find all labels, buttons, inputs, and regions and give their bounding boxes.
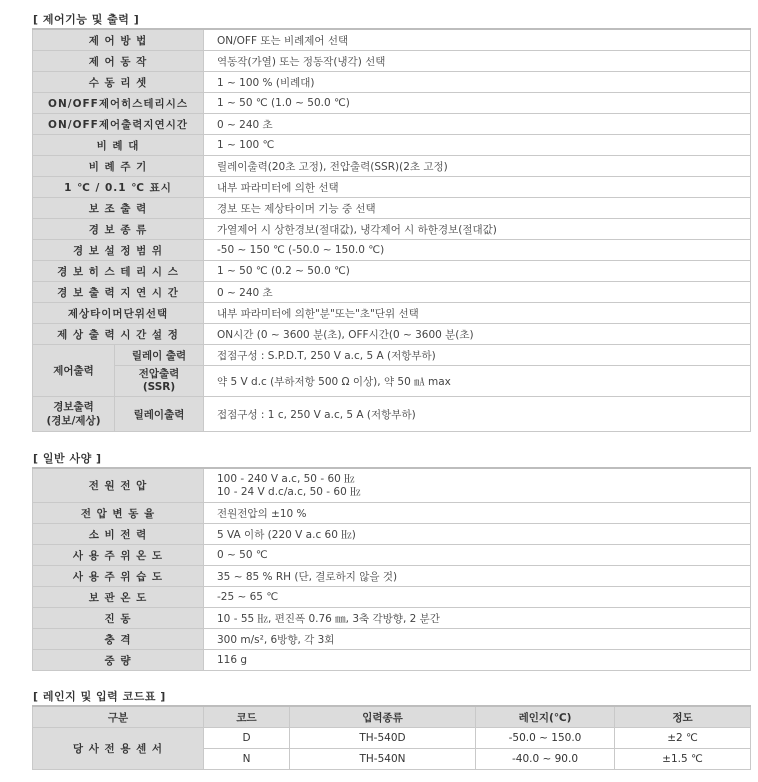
- table-row: [33, 503, 751, 524]
- table-row: [33, 72, 751, 93]
- table-row: [33, 629, 751, 650]
- table-row: [33, 566, 751, 587]
- spec-value: -25 ~ 65 ℃: [204, 587, 751, 608]
- spec-label: 제 어 동 작: [33, 51, 204, 72]
- header-code: 코드: [204, 706, 290, 728]
- spec-value: 릴레이출력(20초 고정), 전압출력(SSR)(2초 고정): [204, 156, 751, 177]
- header-input-type: 입력종류: [290, 706, 476, 728]
- control-spec-body: [33, 29, 751, 345]
- spec-label: 경 보 출 력 지 연 시 간: [33, 282, 204, 303]
- spec-value: 내부 파라미터에 의한 선택: [204, 177, 751, 198]
- header-category: 구분: [33, 706, 204, 728]
- range-code-table: [32, 705, 751, 770]
- table-row: [33, 114, 751, 135]
- spec-label: 경 보 종 류: [33, 219, 204, 240]
- spec-value: 35 ~ 85 % RH (단, 결로하지 않을 것): [204, 566, 751, 587]
- power-value-line2: 10 - 24 V d.c/a.c, 50 - 60 ㎐: [217, 485, 361, 498]
- table-row: [33, 324, 751, 345]
- control-spec-table: [32, 28, 751, 432]
- table-row: [33, 397, 751, 432]
- spec-value: 역동작(가열) 또는 정동작(냉각) 선택: [204, 51, 751, 72]
- control-output-group: [33, 345, 751, 432]
- code-cell: D: [204, 728, 290, 749]
- table-row: [33, 177, 751, 198]
- spec-value: 0 ~ 240 초: [204, 282, 751, 303]
- table-row: [33, 728, 751, 749]
- spec-label: 사 용 주 위 습 도: [33, 566, 204, 587]
- spec-value: -50 ~ 150 ℃ (-50.0 ~ 150.0 ℃): [204, 240, 751, 261]
- power-value: [204, 468, 751, 503]
- spec-label: 수 동 리 셋: [33, 72, 204, 93]
- spec-label: 전 압 변 동 율: [33, 503, 204, 524]
- spec-label: 사 용 주 위 온 도: [33, 545, 204, 566]
- spec-value: 0 ~ 50 ℃: [204, 545, 751, 566]
- table-row: [33, 366, 751, 397]
- section-title-general: [ 일반 사양 ]: [33, 452, 102, 465]
- table-row: [33, 29, 751, 51]
- table-row: [33, 345, 751, 366]
- spec-label: 경 보 설 정 범 위: [33, 240, 204, 261]
- table-row: [33, 261, 751, 282]
- range-header-row: [33, 706, 751, 728]
- table-row: [33, 156, 751, 177]
- spec-label: 진 동: [33, 608, 204, 629]
- relay-output-value: 접점구성 : S.P.D.T, 250 V a.c, 5 A (저항부하): [204, 345, 751, 366]
- spec-value: 1 ~ 100 ℃: [204, 135, 751, 156]
- table-row: [33, 303, 751, 324]
- accuracy-cell: ±2 ℃: [615, 728, 751, 749]
- spec-label: ON/OFF제어출력지연시간: [33, 114, 204, 135]
- spec-value: 1 ~ 50 ℃ (1.0 ~ 50.0 ℃): [204, 93, 751, 114]
- ssr-output-value: 약 5 V d.c (부하저항 500 Ω 이상), 약 50 ㎃ max: [204, 366, 751, 397]
- table-row: [33, 468, 751, 503]
- range-cell: -40.0 ~ 90.0: [476, 749, 615, 770]
- alarm-output-label: [33, 397, 115, 432]
- ssr-label-line2: (SSR): [142, 381, 176, 393]
- alarm-label-line1: 경보출력: [53, 401, 94, 413]
- spec-value: 0 ~ 240 초: [204, 114, 751, 135]
- ssr-label-line1: 전압출력: [138, 368, 180, 380]
- table-row: [33, 240, 751, 261]
- table-row: [33, 219, 751, 240]
- table-row: [33, 587, 751, 608]
- spec-value: 전원전압의 ±10 %: [204, 503, 751, 524]
- input-type-cell: TH-540D: [290, 728, 476, 749]
- sensor-group-label: 당 사 전 용 센 서: [33, 728, 204, 770]
- spec-value: 경보 또는 제상타이머 기능 중 선택: [204, 198, 751, 219]
- header-accuracy: 정도: [615, 706, 751, 728]
- table-row: [33, 93, 751, 114]
- spec-label: 제상타이머단위선택: [33, 303, 204, 324]
- table-row: [33, 135, 751, 156]
- alarm-label-line2: (경보/제상): [46, 415, 101, 427]
- spec-value: 가열제어 시 상한경보(절대값), 냉각제어 시 하한경보(절대값): [204, 219, 751, 240]
- spec-value: 1 ~ 100 % (비례대): [204, 72, 751, 93]
- section-title-control: [ 제어기능 및 출력 ]: [33, 13, 140, 26]
- table-row: [33, 51, 751, 72]
- spec-label: 보 관 온 도: [33, 587, 204, 608]
- spec-label: ON/OFF제어히스테리시스: [33, 93, 204, 114]
- spec-value: ON/OFF 또는 비례제어 선택: [204, 29, 751, 51]
- general-spec-table: [32, 467, 751, 671]
- spec-label: 보 조 출 력: [33, 198, 204, 219]
- ssr-output-label: [115, 366, 204, 397]
- code-cell: N: [204, 749, 290, 770]
- spec-value: 300 m/s², 6방향, 각 3회: [204, 629, 751, 650]
- spec-value: 10 - 55 ㎐, 편진폭 0.76 ㎜, 3축 각방향, 2 분간: [204, 608, 751, 629]
- power-value-line1: 100 - 240 V a.c, 50 - 60 ㎐: [217, 472, 355, 485]
- spec-label: 소 비 전 력: [33, 524, 204, 545]
- range-cell: -50.0 ~ 150.0: [476, 728, 615, 749]
- alarm-relay-value: 접점구성 : 1 c, 250 V a.c, 5 A (저항부하): [204, 397, 751, 432]
- spec-value: 1 ~ 50 ℃ (0.2 ~ 50.0 ℃): [204, 261, 751, 282]
- general-spec-body: [33, 468, 751, 671]
- table-row: [33, 282, 751, 303]
- table-row: [33, 650, 751, 671]
- table-row: [33, 524, 751, 545]
- accuracy-cell: ±1.5 ℃: [615, 749, 751, 770]
- spec-label: 충 격: [33, 629, 204, 650]
- spec-label: 제 상 출 력 시 간 설 정: [33, 324, 204, 345]
- spec-label: 비 례 주 기: [33, 156, 204, 177]
- spec-label: 경 보 히 스 테 리 시 스: [33, 261, 204, 282]
- spec-value: 5 VA 이하 (220 V a.c 60 ㎐): [204, 524, 751, 545]
- input-type-cell: TH-540N: [290, 749, 476, 770]
- alarm-relay-label: 릴레이출력: [115, 397, 204, 432]
- table-row: [33, 545, 751, 566]
- spec-label: 비 례 대: [33, 135, 204, 156]
- spec-value: 116 g: [204, 650, 751, 671]
- control-output-label: 제어출력: [33, 345, 115, 397]
- spec-label: 1 ℃ / 0.1 ℃ 표시: [33, 177, 204, 198]
- table-row: [33, 608, 751, 629]
- relay-output-label: 릴레이 출력: [115, 345, 204, 366]
- header-range: 레인지(℃): [476, 706, 615, 728]
- spec-value: ON시간 (0 ~ 3600 분(초), OFF시간(0 ~ 3600 분(초): [204, 324, 751, 345]
- spec-label: 중 량: [33, 650, 204, 671]
- table-row: [33, 198, 751, 219]
- spec-label: 제 어 방 법: [33, 29, 204, 51]
- power-label: 전 원 전 압: [33, 468, 204, 503]
- spec-value: 내부 파라미터에 의한"분"또는"초"단위 선택: [204, 303, 751, 324]
- section-title-range: [ 레인지 및 입력 코드표 ]: [33, 690, 166, 703]
